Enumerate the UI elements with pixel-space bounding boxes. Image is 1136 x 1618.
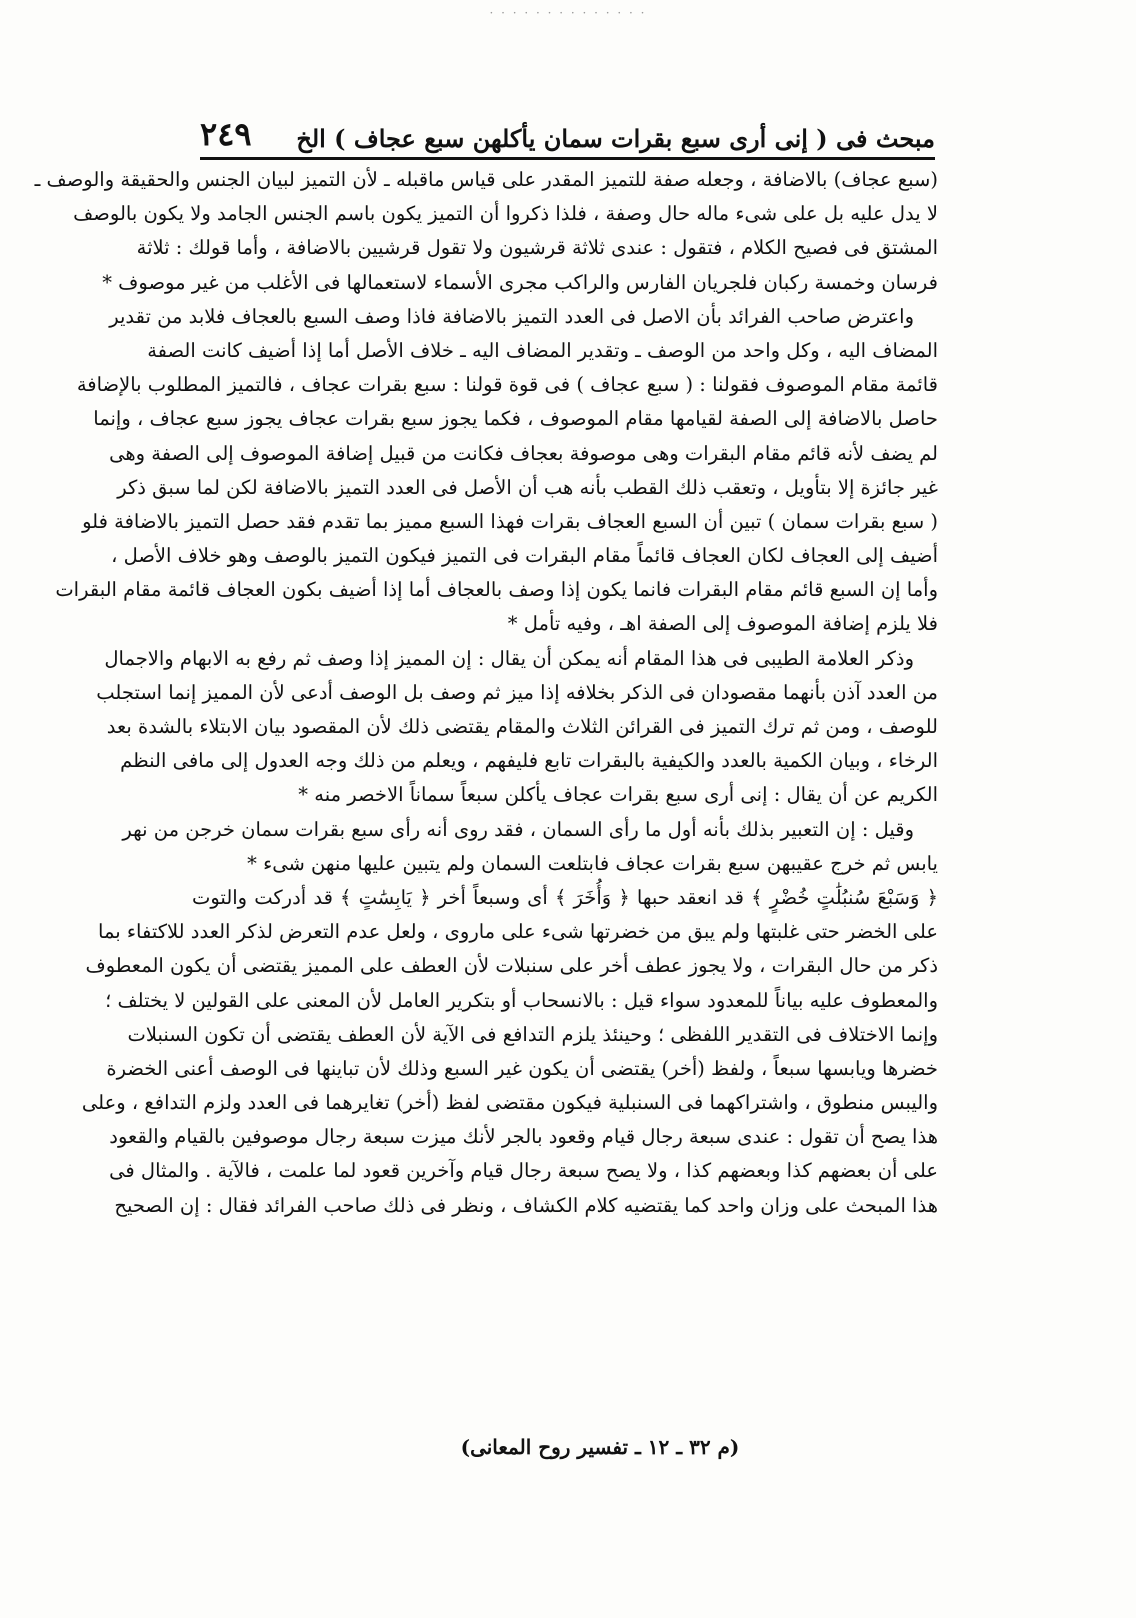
text-line: حاصل بالاضافة إلى الصفة لقيامها مقام الموصوف ، فكما يجوز سبع بقرات عجاف يجوز سبع عجاف ، وإنما bbox=[93, 407, 938, 431]
text-line: المضاف اليه ، وكل واحد من الوصف ـ وتقدير المضاف اليه ـ خلاف الأصل أما إذا أضيف كانت الصفة bbox=[147, 338, 938, 362]
text-line: الرخاء ، وبيان الكمية بالعدد والكيفية بالبقرات تابع فليفهم ، ويعلم من ذلك وجه العدول إلى مافى النظم bbox=[120, 749, 938, 773]
text-line: وأما إن السبع قائم مقام البقرات فانما يكون إذا وصف بالعجاف أما إذا أضيف بكون العجاف قائمة مقام البقرات bbox=[55, 578, 938, 602]
text-line: واليبس منطوق ، واشتراكهما فى السنبلية فيكون مقتضى لفظ (أخر) تغايرهما فى العدد ولزم التدافع ، وعلى bbox=[81, 1091, 938, 1115]
text-line: هذا يصح أن تقول : عندى سبعة رجال قيام وقعود بالجر لأنك ميزت سبعة رجال موصوفين بالقيام والقعود bbox=[109, 1125, 938, 1149]
text-line: ذكر من حال البقرات ، ولا يجوز عطف أخر على سنبلات لأن العطف على المميز يقتضى أن يكون المعطوف bbox=[85, 954, 938, 978]
text-line: خضرها ويابسها سبعاً ، ولفظ (أخر) يقتضى أن يكون غير السبع وذلك لأن تباينها فى الوصف أعنى الخضرة bbox=[106, 1056, 938, 1080]
body-text bbox=[34, 163, 938, 1223]
text-line: للوصف ، ومن ثم ترك التميز فى القرائن الثلاث والمقام يقتضى ذلك لأن المقصود بيان الابتلاء بالشدة بعد bbox=[106, 715, 938, 738]
page-header bbox=[200, 112, 935, 160]
text-line: على أن بعضهم كذا وبعضهم كذا ، ولا يصح سبعة رجال قيام وآخرين قعود لما علمت ، فالآية . والمثال فى bbox=[109, 1159, 938, 1183]
quran-verse-line: ﴿ وَسَبْعَ سُنبُلَٰتٍ خُضْرٍ ﴾ قد انعقد حبها ﴿ وَأُخَرَ ﴾ أى وسبعاً أخر ﴿ يَابِسَٰتٍ ﴾ قد أدركت والتوت bbox=[192, 885, 938, 909]
page-number: ٢٤٩ bbox=[200, 115, 252, 153]
text-line: غير جائزة إلا بتأويل ، وتعقب ذلك القطب بأنه هب أن الأصل فى العدد التميز بالاضافة لكن لما سبق ذكر bbox=[117, 475, 938, 499]
text-line: (سبع عجاف) بالاضافة ، وجعله صفة للتميز المقدر على قياس ماقبله ـ لأن التميز لبيان الجنس والحقيقة والوصف ـ bbox=[34, 168, 938, 191]
text-line: المشتق فى فصيح الكلام ، فتقول : عندى ثلاثة قرشيون ولا تقول قرشيين بالاضافة ، وأما قولك : ثلاثة bbox=[136, 236, 938, 260]
text-line: واعترض صاحب الفرائد بأن الاصل فى العدد التميز بالاضافة فاذا وصف السبع بالعجاف فلابد من تقدير bbox=[109, 304, 914, 328]
top-edge-marks: · · · · · · · · · · · · · · bbox=[489, 6, 647, 20]
text-line: أضيف إلى العجاف لكان العجاف قائماً مقام البقرات فى التميز فيكون التميز بالوصف وهو خلاف الأصل ، bbox=[111, 544, 938, 568]
text-line: وقيل : إن التعبير بذلك بأنه أول ما رأى السمان ، فقد روى أنه رأى سبع بقرات سمان خرجن من نهر bbox=[122, 817, 914, 841]
text-line: ( سبع بقرات سمان ) تبين أن السبع العجاف بقرات فهذا السبع مميز بما تقدم فقد حصل التميز بالاضافة فلو bbox=[82, 509, 938, 533]
text-line: وإنما الاختلاف فى التقدير اللفظى ؛ وحينئذ يلزم التدافع فى الآية لأن العطف يقتضى أن تكون السنبلات bbox=[127, 1022, 938, 1046]
text-line: من العدد آذن بأنهما مقصودان فى الذكر بخلافه إذا ميز ثم وصف بل الوصف أدعى لأن المميز إنما استجلب bbox=[96, 680, 938, 704]
text-line: لم يضف لأنه قائم مقام البقرات وهى موصوفة بعجاف فكانت من قبيل إضافة الموصوف إلى الصفة وهى bbox=[109, 441, 938, 465]
text-line: وذكر العلامة الطيبى فى هذا المقام أنه يمكن أن يقال : إن المميز إذا وصف ثم رفع به الابهام والاجمال bbox=[104, 646, 914, 670]
running-title: مبحث فى ( إنى أرى سبع بقرات سمان يأكلهن سبع عجاف ) الخ bbox=[296, 124, 935, 153]
text-line: هذا المبحث على وزان واحد كما يقتضيه كلام الكشاف ، ونظر فى ذلك صاحب الفرائد فقال : إن الصحيح bbox=[114, 1193, 938, 1217]
text-line: قائمة مقام الموصوف فقولنا : ( سبع عجاف ) فى قوة قولنا : سبع بقرات عجاف ، فالتميز المطلوب بالإضافة bbox=[76, 373, 938, 397]
signature-footer: (م ٣٢ ـ ١٢ ـ تفسير روح المعانى) bbox=[460, 1435, 740, 1459]
text-line: فلا يلزم إضافة الموصوف إلى الصفة اهـ ، وفيه تأمل * bbox=[507, 612, 938, 636]
text-line: فرسان وخمسة ركبان فلجريان الفارس والراكب مجرى الأسماء لاستعمالها فى الأغلب من غير موصوف * bbox=[102, 270, 938, 294]
text-line: يابس ثم خرج عقيبهن سبع بقرات عجاف فابتلعت السمان ولم يتبين عليها منهن شىء * bbox=[247, 851, 938, 875]
text-line: على الخضر حتى غلبتها ولم يبق من خضرتها شىء على ماروى ، ولعل عدم التعرض لذكر العدد للاكتفاء بما bbox=[98, 920, 938, 944]
text-line: لا يدل عليه بل على شىء ماله حال وصفة ، فلذا ذكروا أن التميز يكون باسم الجنس الجامد ولا يكون بالوصف bbox=[73, 202, 938, 226]
text-line: الكريم عن أن يقال : إنى أرى سبع بقرات عجاف يأكلن سبعاً سماناً الاخصر منه * bbox=[298, 783, 938, 807]
text-line: والمعطوف عليه بياناً للمعدود سواء قيل : بالانسحاب أو بتكرير العامل لأن المعنى على القولين لا يختلف ؛ bbox=[105, 988, 938, 1012]
